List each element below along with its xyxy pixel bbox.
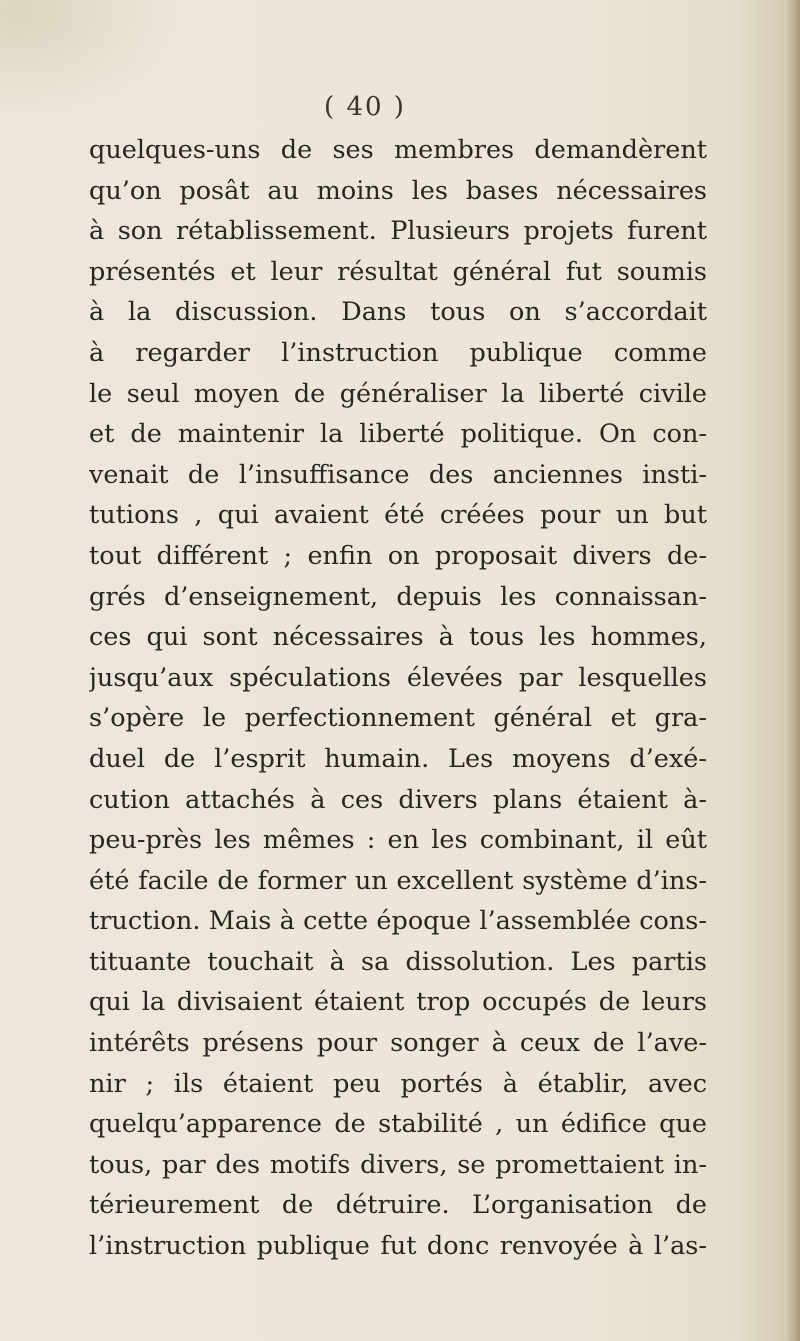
text-line: nir ; ils étaient peu portés à établir, avec bbox=[89, 1068, 707, 1099]
text-line: ces qui sont nécessaires à tous les hommes, bbox=[89, 622, 707, 653]
text-line: intérêts présens pour songer à ceux de l’ave- bbox=[89, 1028, 707, 1059]
text-line: venait de l’insuffisance des anciennes insti- bbox=[89, 459, 707, 490]
text-line: truction. Mais à cette époque l’assemblée cons- bbox=[89, 906, 707, 937]
text-line: jusqu’aux spéculations élevées par lesquelles bbox=[89, 662, 707, 693]
text-line: tutions , qui avaient été créées pour un but bbox=[89, 500, 707, 531]
text-line: qu’on posât au moins les bases nécessaires bbox=[89, 175, 707, 206]
text-line: tous, par des motifs divers, se promettaient in- bbox=[89, 1149, 707, 1180]
text-line: à la discussion. Dans tous on s’accordait bbox=[89, 297, 707, 328]
text-line: térieurement de détruire. L’organisation de bbox=[89, 1190, 707, 1221]
text-line: à regarder l’instruction publique comme bbox=[89, 337, 707, 368]
text-line: cution attachés à ces divers plans étaient à- bbox=[89, 784, 707, 815]
text-line: à son rétablissement. Plusieurs projets furent bbox=[89, 216, 707, 247]
text-line: s’opère le perfectionnement général et gra- bbox=[89, 703, 707, 734]
page-number: ( 40 ) bbox=[324, 92, 406, 122]
text-line: tituante touchait à sa dissolution. Les partis bbox=[89, 946, 707, 977]
text-line: tout différent ; enfin on proposait divers de- bbox=[89, 540, 707, 571]
text-line: l’instruction publique fut donc renvoyée à l’as- bbox=[89, 1231, 707, 1262]
text-line: présentés et leur résultat général fut soumis bbox=[89, 256, 707, 287]
text-line: été facile de former un excellent système d’ins- bbox=[89, 865, 707, 896]
text-line: peu-près les mêmes : en les combinant, il eût bbox=[89, 825, 707, 856]
text-line: quelqu’apparence de stabilité , un édifice que bbox=[89, 1109, 707, 1140]
body-text bbox=[89, 130, 707, 1267]
text-line: grés d’enseignement, depuis les connaissan- bbox=[89, 581, 707, 612]
text-line: et de maintenir la liberté politique. On con- bbox=[89, 419, 707, 450]
text-line: duel de l’esprit humain. Les moyens d’exé- bbox=[89, 743, 707, 774]
text-line: qui la divisaient étaient trop occupés de leurs bbox=[89, 987, 707, 1018]
text-line: quelques-uns de ses membres demandèrent bbox=[89, 135, 707, 165]
text-line: le seul moyen de généraliser la liberté civile bbox=[89, 378, 707, 409]
page-edge-shadow bbox=[786, 0, 800, 1341]
